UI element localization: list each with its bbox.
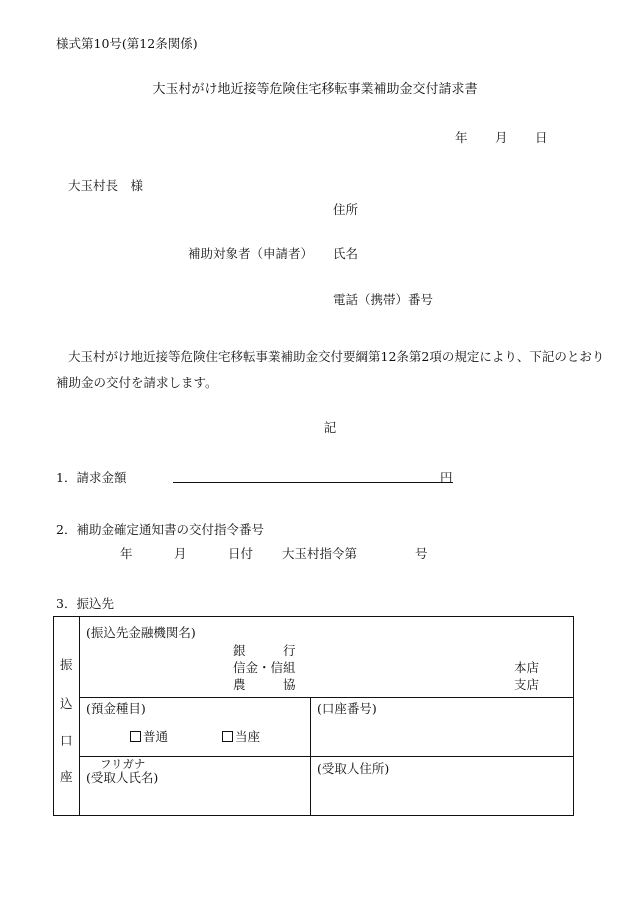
notice-year-label: 年 <box>120 546 133 561</box>
head-office-label: 本店 <box>514 660 540 675</box>
amount-blank-line[interactable] <box>173 482 453 483</box>
ordinary-option[interactable] <box>130 729 168 744</box>
date-day-label: 日 <box>535 130 548 145</box>
directive-number-label: 2．補助金確定通知書の交付指令番号 <box>56 522 264 537</box>
recipient-address-label: (受取人住所) <box>317 761 390 776</box>
directive-number-suffix: 号 <box>415 546 428 561</box>
row-divider-1 <box>79 697 573 698</box>
ordinary-checkbox[interactable] <box>130 731 141 742</box>
bank-name-label: (振込先金融機関名) <box>86 625 196 640</box>
amount-unit: 円 <box>440 470 453 485</box>
phone-label: 電話（携帯）番号 <box>333 292 434 307</box>
side-column-divider <box>79 617 80 815</box>
notice-day-label: 日付 <box>228 546 254 561</box>
directive-prefix: 大玉村指令第 <box>282 546 358 561</box>
request-amount-label: 1．請求金額 <box>56 470 127 485</box>
side-label-char-4: 座 <box>60 769 73 784</box>
current-option[interactable] <box>222 729 260 744</box>
bank-type-nokyo-char-2: 協 <box>283 677 296 692</box>
side-label-char-2: 込 <box>60 696 73 711</box>
applicant-group-label: 補助対象者（申請者） <box>188 246 314 261</box>
ordinary-label: 普通 <box>143 729 169 744</box>
furigana-label: フリガナ <box>100 757 146 771</box>
account-number-label: (口座番号) <box>317 701 377 716</box>
bank-type-shinkin: 信金・信組 <box>233 660 296 675</box>
notice-month-label: 月 <box>174 546 187 561</box>
row-divider-2 <box>79 756 573 757</box>
document-title: 大玉村がけ地近接等危険住宅移転事業補助金交付請求書 <box>152 82 478 97</box>
deposit-type-label: (預金種目) <box>86 701 146 716</box>
transfer-destination-label: 3．振込先 <box>56 596 114 611</box>
form-number: 様式第10号(第12条関係) <box>56 36 198 51</box>
side-label-char-3: 口 <box>60 733 73 748</box>
bank-type-bank-char-1: 銀 <box>233 643 246 658</box>
inner-column-divider <box>310 697 311 815</box>
date-year-label: 年 <box>455 130 468 145</box>
addressee: 大玉村長 様 <box>68 178 144 193</box>
branch-label: 支店 <box>514 677 540 692</box>
request-statement: 大玉村がけ地近接等危険住宅移転事業補助金交付要綱第12条第2項の規定により、下記のとおり補助金の交付を請求します。 <box>56 349 605 390</box>
name-label: 氏名 <box>333 246 359 261</box>
current-checkbox[interactable] <box>222 731 233 742</box>
bank-type-nokyo-char-1: 農 <box>233 677 246 692</box>
bank-account-table <box>53 616 574 816</box>
ki-heading: 記 <box>323 420 337 435</box>
side-label-char-1: 振 <box>60 657 73 672</box>
date-month-label: 月 <box>495 130 508 145</box>
current-label: 当座 <box>235 729 261 744</box>
bank-type-bank-char-2: 行 <box>283 643 296 658</box>
address-label: 住所 <box>333 202 359 217</box>
recipient-name-label: (受取人氏名) <box>86 770 159 785</box>
